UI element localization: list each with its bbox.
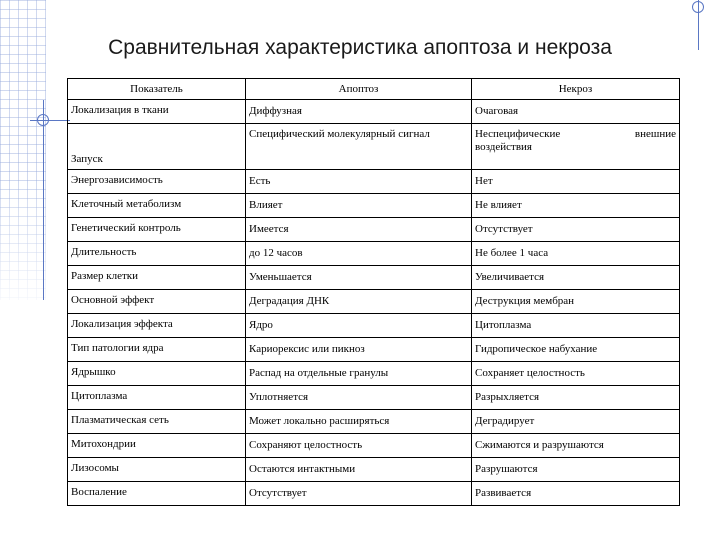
left-horizontal-line-decoration	[30, 120, 70, 121]
table-header-row	[68, 79, 680, 100]
cell-apoptosis: Может локально расширяться	[246, 410, 472, 434]
slide-title: Сравнительная характеристика апоптоза и некроза	[108, 36, 612, 59]
table-row	[68, 124, 680, 170]
cell-apoptosis: Влияет	[246, 194, 472, 218]
cell-necrosis: Не более 1 часа	[472, 242, 680, 266]
grid-fade-decoration	[0, 180, 46, 320]
cell-indicator: Размер клетки	[68, 266, 246, 290]
cell-necrosis: Деградирует	[472, 410, 680, 434]
table-row	[68, 458, 680, 482]
cell-apoptosis: Кариорексис или пикноз	[246, 338, 472, 362]
cell-indicator: Митохондрии	[68, 434, 246, 458]
cell-necrosis	[472, 124, 680, 170]
cell-indicator: Ядрышко	[68, 362, 246, 386]
cell-apoptosis: Есть	[246, 170, 472, 194]
cell-apoptosis: Сохраняют целостность	[246, 434, 472, 458]
header-necrosis: Некроз	[472, 79, 680, 100]
header-apoptosis: Апоптоз	[246, 79, 472, 100]
cell-necrosis: Отсутствует	[472, 218, 680, 242]
comparison-table	[67, 78, 680, 506]
cell-apoptosis: Остаются интактными	[246, 458, 472, 482]
cell-apoptosis: Специфический молекулярный сигнал	[246, 124, 472, 170]
table-row	[68, 100, 680, 124]
cell-indicator: Цитоплазма	[68, 386, 246, 410]
cell-necrosis-text-part2: внешние	[634, 128, 676, 140]
cell-apoptosis: Ядро	[246, 314, 472, 338]
cell-indicator: Запуск	[68, 124, 246, 170]
cell-apoptosis: до 12 часов	[246, 242, 472, 266]
cell-apoptosis: Уплотняется	[246, 386, 472, 410]
cell-indicator: Воспаление	[68, 482, 246, 506]
table-row	[68, 314, 680, 338]
cell-necrosis: Сжимаются и разрушаются	[472, 434, 680, 458]
cell-necrosis: Разрушаются	[472, 458, 680, 482]
cell-necrosis: Увеличивается	[472, 266, 680, 290]
table-row	[68, 218, 680, 242]
cell-apoptosis: Отсутствует	[246, 482, 472, 506]
header-indicator: Показатель	[68, 79, 246, 100]
cell-indicator: Тип патологии ядра	[68, 338, 246, 362]
cell-apoptosis: Уменьшается	[246, 266, 472, 290]
cell-indicator: Плазматическая сеть	[68, 410, 246, 434]
table-row	[68, 290, 680, 314]
cell-indicator: Генетический контроль	[68, 218, 246, 242]
cell-necrosis-text-part3: воздействия	[475, 141, 532, 153]
cell-apoptosis: Имеется	[246, 218, 472, 242]
cell-apoptosis: Распад на отдельные гранулы	[246, 362, 472, 386]
table-row	[68, 194, 680, 218]
table-row	[68, 242, 680, 266]
table-row	[68, 362, 680, 386]
cell-apoptosis: Диффузная	[246, 100, 472, 124]
table-row	[68, 482, 680, 506]
cell-necrosis: Развивается	[472, 482, 680, 506]
cell-necrosis: Цитоплазма	[472, 314, 680, 338]
cell-necrosis: Гидропическое набухание	[472, 338, 680, 362]
left-vertical-line-decoration	[43, 100, 44, 300]
cell-necrosis-text-part1: Неспецифические	[475, 128, 561, 140]
cell-indicator: Основной эффект	[68, 290, 246, 314]
table-row	[68, 434, 680, 458]
table-row	[68, 410, 680, 434]
table-row	[68, 386, 680, 410]
crosshair-circle-icon	[37, 114, 49, 126]
cell-necrosis: Разрыхляется	[472, 386, 680, 410]
cell-indicator: Лизосомы	[68, 458, 246, 482]
cell-necrosis: Нет	[472, 170, 680, 194]
cell-necrosis: Не влияет	[472, 194, 680, 218]
cell-indicator: Клеточный метаболизм	[68, 194, 246, 218]
cell-indicator: Длительность	[68, 242, 246, 266]
table-row	[68, 266, 680, 290]
cell-necrosis: Деструкция мембран	[472, 290, 680, 314]
cell-necrosis: Сохраняет целостность	[472, 362, 680, 386]
table-row	[68, 338, 680, 362]
cell-apoptosis: Деградация ДНК	[246, 290, 472, 314]
cell-necrosis: Очаговая	[472, 100, 680, 124]
cell-indicator: Энергозависимость	[68, 170, 246, 194]
crosshair-circle-icon	[692, 1, 704, 13]
table-row	[68, 170, 680, 194]
cell-indicator: Локализация в ткани	[68, 100, 246, 124]
cell-indicator: Локализация эффекта	[68, 314, 246, 338]
